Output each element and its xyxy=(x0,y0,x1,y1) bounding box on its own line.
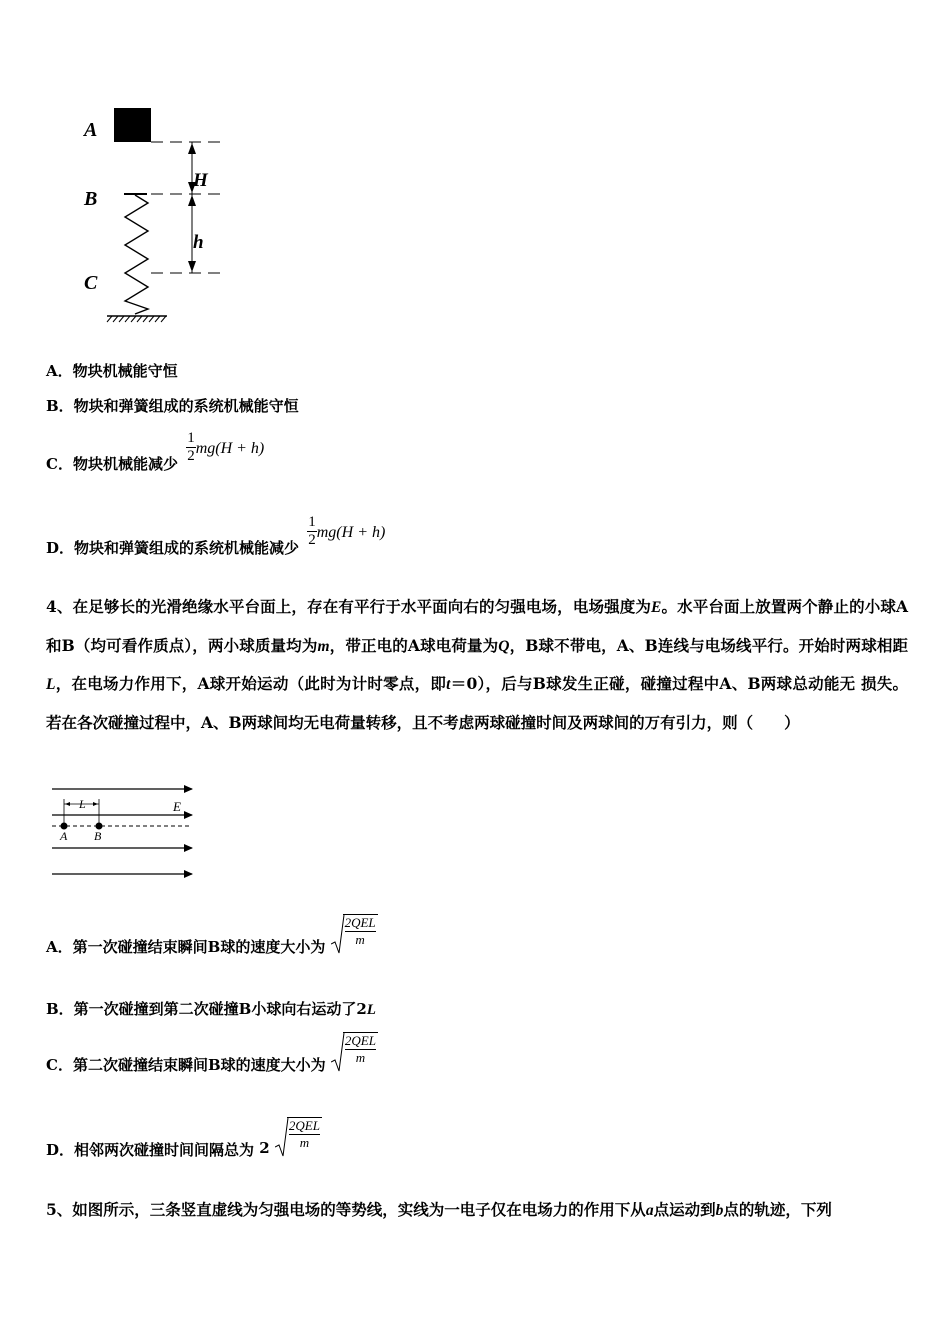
sqrt-num: 2QEL xyxy=(344,1033,376,1048)
q3-option-a[interactable] xyxy=(46,360,178,381)
q5-text-2: 点运动到 xyxy=(653,1200,716,1219)
q4-text-5: ，在电场力作用下，A球开始运动（此时为计时零点，即 xyxy=(55,674,447,693)
fraction xyxy=(307,514,317,549)
label-ball-a: A xyxy=(60,829,68,843)
arrow-up-icon xyxy=(188,195,196,206)
q3-option-b-text: B．物块和弹簧组成的系统机械能守恒 xyxy=(46,397,299,415)
q5-text-3: 点的轨迹，下列 xyxy=(723,1200,832,1219)
sqrt-expression xyxy=(331,914,378,948)
field-lines xyxy=(52,789,192,874)
q4-text-6: ＝0），后与B球发生正碰，碰撞过程中A、B两球总动能无 损失。若在各次碰撞过程中，A、B两球间均无电荷量转移，且不考虑两球碰撞时间及两球间的万有引力，则（ ） xyxy=(46,674,908,732)
var-E: E xyxy=(651,599,662,616)
label-L: L xyxy=(79,797,86,811)
q5-number: 5、 xyxy=(46,1200,73,1219)
arrow-up-icon xyxy=(188,143,196,154)
q3-option-b[interactable] xyxy=(46,395,299,416)
var-L: L xyxy=(46,676,56,693)
q3-option-d[interactable] xyxy=(46,514,385,558)
electric-field-figure xyxy=(50,780,200,880)
sqrt-expression xyxy=(331,1032,378,1066)
label-b: B xyxy=(84,188,98,210)
sqrt-num: 2QEL xyxy=(344,915,376,930)
label-a: A xyxy=(84,119,98,141)
sqrt-den: m xyxy=(299,1135,310,1150)
radical-icon xyxy=(331,914,345,954)
var-t: t xyxy=(446,676,451,693)
q3-option-c-text: C．物块机械能减少 xyxy=(46,455,178,473)
block xyxy=(114,108,151,142)
sqrt-num: 2QEL xyxy=(288,1118,320,1133)
energy-expression: mg(H + h) xyxy=(316,524,386,541)
question-5-stem xyxy=(46,1191,908,1230)
fraction-num: 1 xyxy=(308,514,316,530)
var-m: m xyxy=(317,637,330,655)
arrow-left-icon xyxy=(65,802,70,806)
q4-option-c[interactable] xyxy=(46,1032,378,1075)
label-h: h xyxy=(193,232,204,253)
arrow-right-icon xyxy=(93,802,98,806)
q4-option-c-text: C．第二次碰撞结束瞬间B球的速度大小为 xyxy=(46,1056,326,1074)
var-Q: Q xyxy=(498,637,510,655)
var-b: b xyxy=(715,1202,724,1219)
q4-option-a-text: A．第一次碰撞结束瞬间B球的速度大小为 xyxy=(46,938,326,956)
q3-option-c[interactable] xyxy=(46,430,264,474)
fraction-den: 2 xyxy=(308,532,316,548)
spring-block-figure xyxy=(75,100,235,350)
field-arrow-icons xyxy=(184,785,193,878)
q4-number: 4、 xyxy=(46,597,73,616)
radical-icon xyxy=(275,1117,289,1157)
q4-option-d[interactable] xyxy=(46,1117,322,1160)
q4-text-1: 在足够长的光滑绝缘水平台面上，存在有平行于水平面向右的匀强电场，电场强度为 xyxy=(72,597,651,616)
ground-hatch xyxy=(107,316,166,322)
var-L: L xyxy=(366,1002,376,1018)
sqrt-den: m xyxy=(355,932,365,947)
fraction xyxy=(186,430,196,465)
q3-option-a-text: A．物块机械能守恒 xyxy=(46,362,178,380)
q4-text-2: 。水平台面上放置两个静止的小球A和B（均可看作质点），两小球质量均为 xyxy=(46,597,908,655)
q4-text-4: ，B球不带电，A、B连线与电场线平行。开始时两球相距 xyxy=(509,635,908,655)
q4-option-b[interactable] xyxy=(46,998,376,1019)
fraction-num: 1 xyxy=(187,430,195,446)
label-E: E xyxy=(173,799,181,814)
sqrt-den: m xyxy=(355,1050,366,1065)
label-ball-b: B xyxy=(94,829,102,843)
spring xyxy=(125,195,148,314)
q4-option-b-value: 2 xyxy=(356,1000,367,1018)
fraction-den: 2 xyxy=(187,448,195,464)
energy-expression: mg(H + h) xyxy=(195,440,265,457)
arrow-down-icon xyxy=(188,261,196,272)
question-4-stem xyxy=(46,588,908,741)
q5-text-1: 如图所示，三条竖直虚线为匀强电场的等势线，实线为一电子仅在电场力的作用下从 xyxy=(72,1200,646,1219)
q4-option-b-text: B．第一次碰撞到第二次碰撞B小球向右运动了 xyxy=(46,1000,357,1018)
q4-option-d-coef: 2 xyxy=(259,1139,270,1157)
label-c: C xyxy=(84,272,98,294)
q4-text-3: ，带正电的A球电荷量为 xyxy=(329,635,499,655)
q4-option-d-text: D．相邻两次碰撞时间间隔总为 xyxy=(46,1141,255,1159)
q4-option-a[interactable] xyxy=(46,914,378,957)
label-H: H xyxy=(193,170,208,191)
q3-option-d-text: D．物块和弹簧组成的系统机械能减少 xyxy=(46,539,300,557)
sqrt-expression xyxy=(275,1117,322,1151)
radical-icon xyxy=(331,1032,345,1072)
var-a: a xyxy=(645,1202,654,1219)
